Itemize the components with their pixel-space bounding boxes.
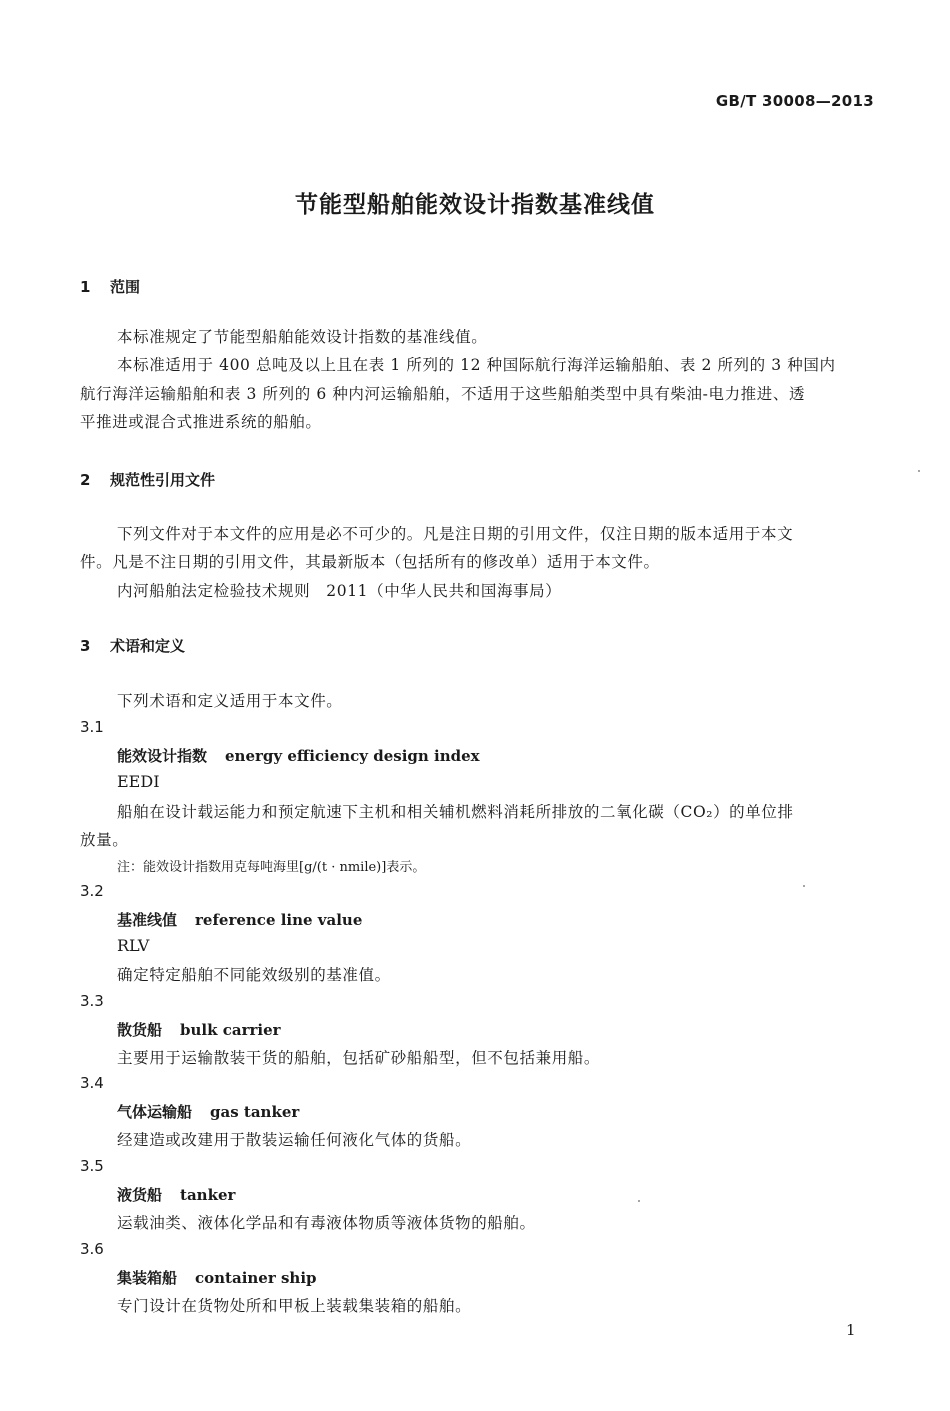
section-1-heading <box>80 276 140 297</box>
term-number: 3.1 <box>80 718 104 736</box>
term-english: container ship <box>195 1269 317 1287</box>
term-chinese: 散货船 <box>117 1021 163 1039</box>
term-chinese: 液货船 <box>117 1186 163 1204</box>
term-abbreviation: RLV <box>117 936 150 955</box>
term-note: 注：能效设计指数用克每吨海里[g/(t · nmile)]表示。 <box>117 860 426 875</box>
section-title: 术语和定义 <box>110 637 186 655</box>
section-3-heading <box>80 635 185 656</box>
term-definition-line-2: 放量。 <box>80 831 129 849</box>
term-english: reference line value <box>195 911 363 929</box>
term-heading <box>117 745 480 766</box>
scope-paragraph-2-line-3: 平推进或混合式推进系统的船舶。 <box>80 413 322 431</box>
normref-document: 内河船舶法定检验技术规则 2011（中华人民共和国海事局） <box>117 582 562 600</box>
term-heading <box>117 1267 317 1288</box>
term-heading <box>117 909 362 930</box>
normref-paragraph-line-2: 件。凡是不注日期的引用文件，其最新版本（包括所有的修改单）适用于本文件。 <box>80 553 660 571</box>
terms-intro: 下列术语和定义适用于本文件。 <box>117 692 343 710</box>
term-english: energy efficiency design index <box>225 747 480 765</box>
term-abbreviation: EEDI <box>117 772 160 791</box>
term-number: 3.5 <box>80 1157 104 1175</box>
term-english: bulk carrier <box>180 1021 281 1039</box>
page-number: 1 <box>846 1321 856 1339</box>
section-number: 1 <box>80 278 91 296</box>
section-title: 范围 <box>110 278 141 296</box>
document-title: 节能型船舶能效设计指数基准线值 <box>295 192 655 218</box>
term-number: 3.4 <box>80 1074 104 1092</box>
term-heading <box>117 1101 299 1122</box>
normref-paragraph-line-1: 下列文件对于本文件的应用是必不可少的。凡是注日期的引用文件，仅注日期的版本适用于本文 <box>117 525 794 543</box>
term-heading <box>117 1019 281 1040</box>
section-2-heading <box>80 469 215 490</box>
term-number: 3.2 <box>80 882 104 900</box>
term-heading <box>117 1184 235 1205</box>
term-chinese: 基准线值 <box>117 911 178 929</box>
term-number: 3.6 <box>80 1240 104 1258</box>
scan-speck <box>803 885 805 887</box>
scope-paragraph-1: 本标准规定了节能型船舶能效设计指数的基准线值。 <box>117 328 488 346</box>
standard-code: GB/T 30008—2013 <box>715 92 874 110</box>
scan-speck <box>918 470 920 472</box>
term-english: tanker <box>180 1186 236 1204</box>
term-definition-line-1: 船舶在设计载运能力和预定航速下主机和相关辅机燃料消耗所排放的二氧化碳（CO₂）的单位排 <box>117 803 794 821</box>
term-chinese: 集装箱船 <box>117 1269 178 1287</box>
term-chinese: 气体运输船 <box>117 1103 193 1121</box>
section-number: 2 <box>80 471 91 489</box>
term-english: gas tanker <box>210 1103 300 1121</box>
section-number: 3 <box>80 637 91 655</box>
term-definition: 运载油类、液体化学品和有毒液体物质等液体货物的船舶。 <box>117 1214 536 1232</box>
term-number: 3.3 <box>80 992 104 1010</box>
scope-paragraph-2-line-1: 本标准适用于 400 总吨及以上且在表 1 所列的 12 种国际航行海洋运输船舶、表 2 所列的 3 种国内 <box>117 356 836 374</box>
term-chinese: 能效设计指数 <box>117 747 208 765</box>
section-title: 规范性引用文件 <box>110 471 216 489</box>
term-definition: 主要用于运输散装干货的船舶，包括矿砂船船型，但不包括兼用船。 <box>117 1049 601 1067</box>
scan-speck <box>638 1200 640 1202</box>
term-definition: 专门设计在货物处所和甲板上装载集装箱的船舶。 <box>117 1297 472 1315</box>
term-definition: 确定特定船舶不同能效级别的基准值。 <box>117 966 391 984</box>
scope-paragraph-2-line-2: 航行海洋运输船舶和表 3 所列的 6 种内河运输船舶，不适用于这些船舶类型中具有柴油-电力推进、透 <box>80 385 806 403</box>
term-definition: 经建造或改建用于散装运输任何液化气体的货船。 <box>117 1131 472 1149</box>
